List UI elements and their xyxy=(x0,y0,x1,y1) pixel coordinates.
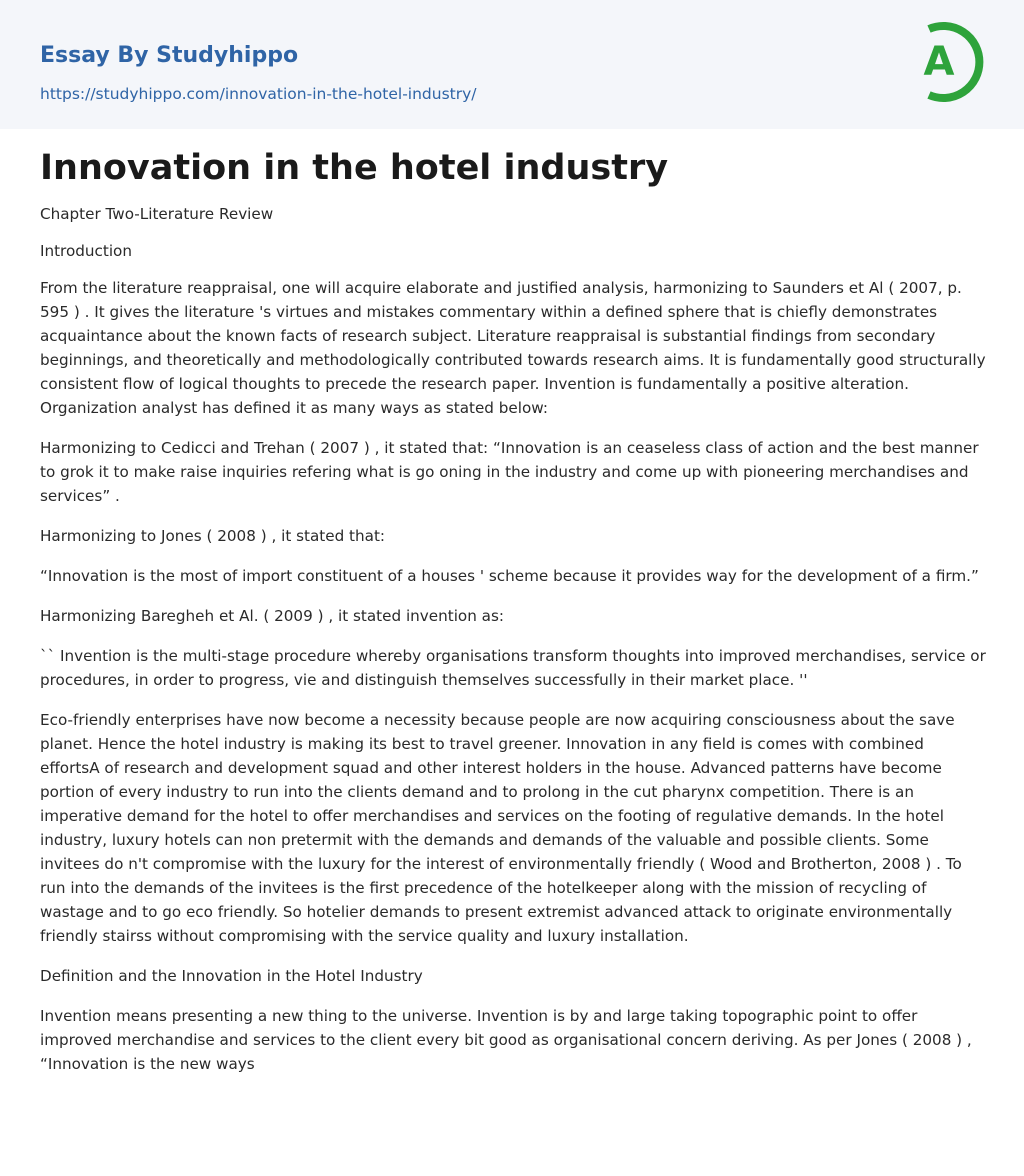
section-heading: Introduction xyxy=(40,242,132,260)
site-title: Essay By Studyhippo xyxy=(40,43,299,68)
page-title: Innovation in the hotel industry xyxy=(40,148,669,188)
site-header xyxy=(0,0,1024,129)
section-heading: Definition and the Innovation in the Hotel Industry xyxy=(40,967,423,985)
body-paragraph: Invention means presenting a new thing to the universe. Invention is by and large taking topographic point to offer improved merchandise and services to the client every bit good as organisational concern deriving. As per Jones ( 2008 ) , “Innovation is the new ways xyxy=(40,1007,972,1073)
quote-paragraph: `` Invention is the multi-stage procedure whereby organisations transform thoughts into improved merchandises, service or procedures, in order to progress, vie and distinguish themselves successfully in their market place. '' xyxy=(40,647,986,689)
body-paragraph: Harmonizing to Jones ( 2008 ) , it stated that: xyxy=(40,527,386,545)
section-heading: Chapter Two-Literature Review xyxy=(40,205,274,223)
logo-letter: A xyxy=(923,39,955,85)
essay-url-link[interactable]: https://studyhippo.com/innovation-in-the-hotel-industry/ xyxy=(40,85,477,103)
body-paragraph: From the literature reappraisal, one will acquire elaborate and justified analysis, harmonizing to Saunders et Al ( 2007, p. 595 ) . It gives the literature 's virtues and mistakes commentary within a defined sphere that is chiefly demonstrates acquaintance about the known facts of research subject. Literature reappraisal is substantial findings from secondary beginnings, and theoretically and methodologically contributed towards research aims. It is fundamentally good structurally consistent flow of logical thoughts to precede the research paper. Invention is fundamentally a positive alteration. Organization analyst has defined it as many ways as stated below: xyxy=(40,279,986,417)
body-paragraph: Harmonizing Baregheh et Al. ( 2009 ) , it stated invention as: xyxy=(40,607,504,625)
body-paragraph: Harmonizing to Cedicci and Trehan ( 2007 ) , it stated that: “Innovation is an ceaseless class of action and the best manner to grok it to make raise inquiries refering what is go oning in the industry and come up with pioneering merchandises and services” . xyxy=(40,439,979,505)
studyhippo-a-logo-icon[interactable] xyxy=(910,17,990,107)
quote-paragraph: “Innovation is the most of import constituent of a houses ' scheme because it provides way for the development of a firm.” xyxy=(40,567,979,585)
essay-content xyxy=(40,146,988,1092)
body-paragraph: Eco-friendly enterprises have now become a necessity because people are now acquiring consciousness about the save planet. Hence the hotel industry is making its best to travel greener. Innovation in any field is comes with combined effortsA of research and development squad and other interest holders in the house. Advanced patterns have become portion of every industry to run into the clients demand and to prolong in the cut pharynx competition. There is an imperative demand for the hotel to offer merchandises and services on the footing of regulative demands. In the hotel industry, luxury hotels can non pretermit with the demands and demands of the valuable and possible clients. Some invitees do n't compromise with the luxury for the interest of environmentally friendly ( Wood and Brotherton, 2008 ) . To run into the demands of the invitees is the first precedence of the hotelkeeper along with the mission of recycling of wastage and to go eco friendly. So hotelier demands to present extremist advanced attack to originate environmentally friendly stairss without compromising with the service quality and luxury installation. xyxy=(40,711,962,945)
